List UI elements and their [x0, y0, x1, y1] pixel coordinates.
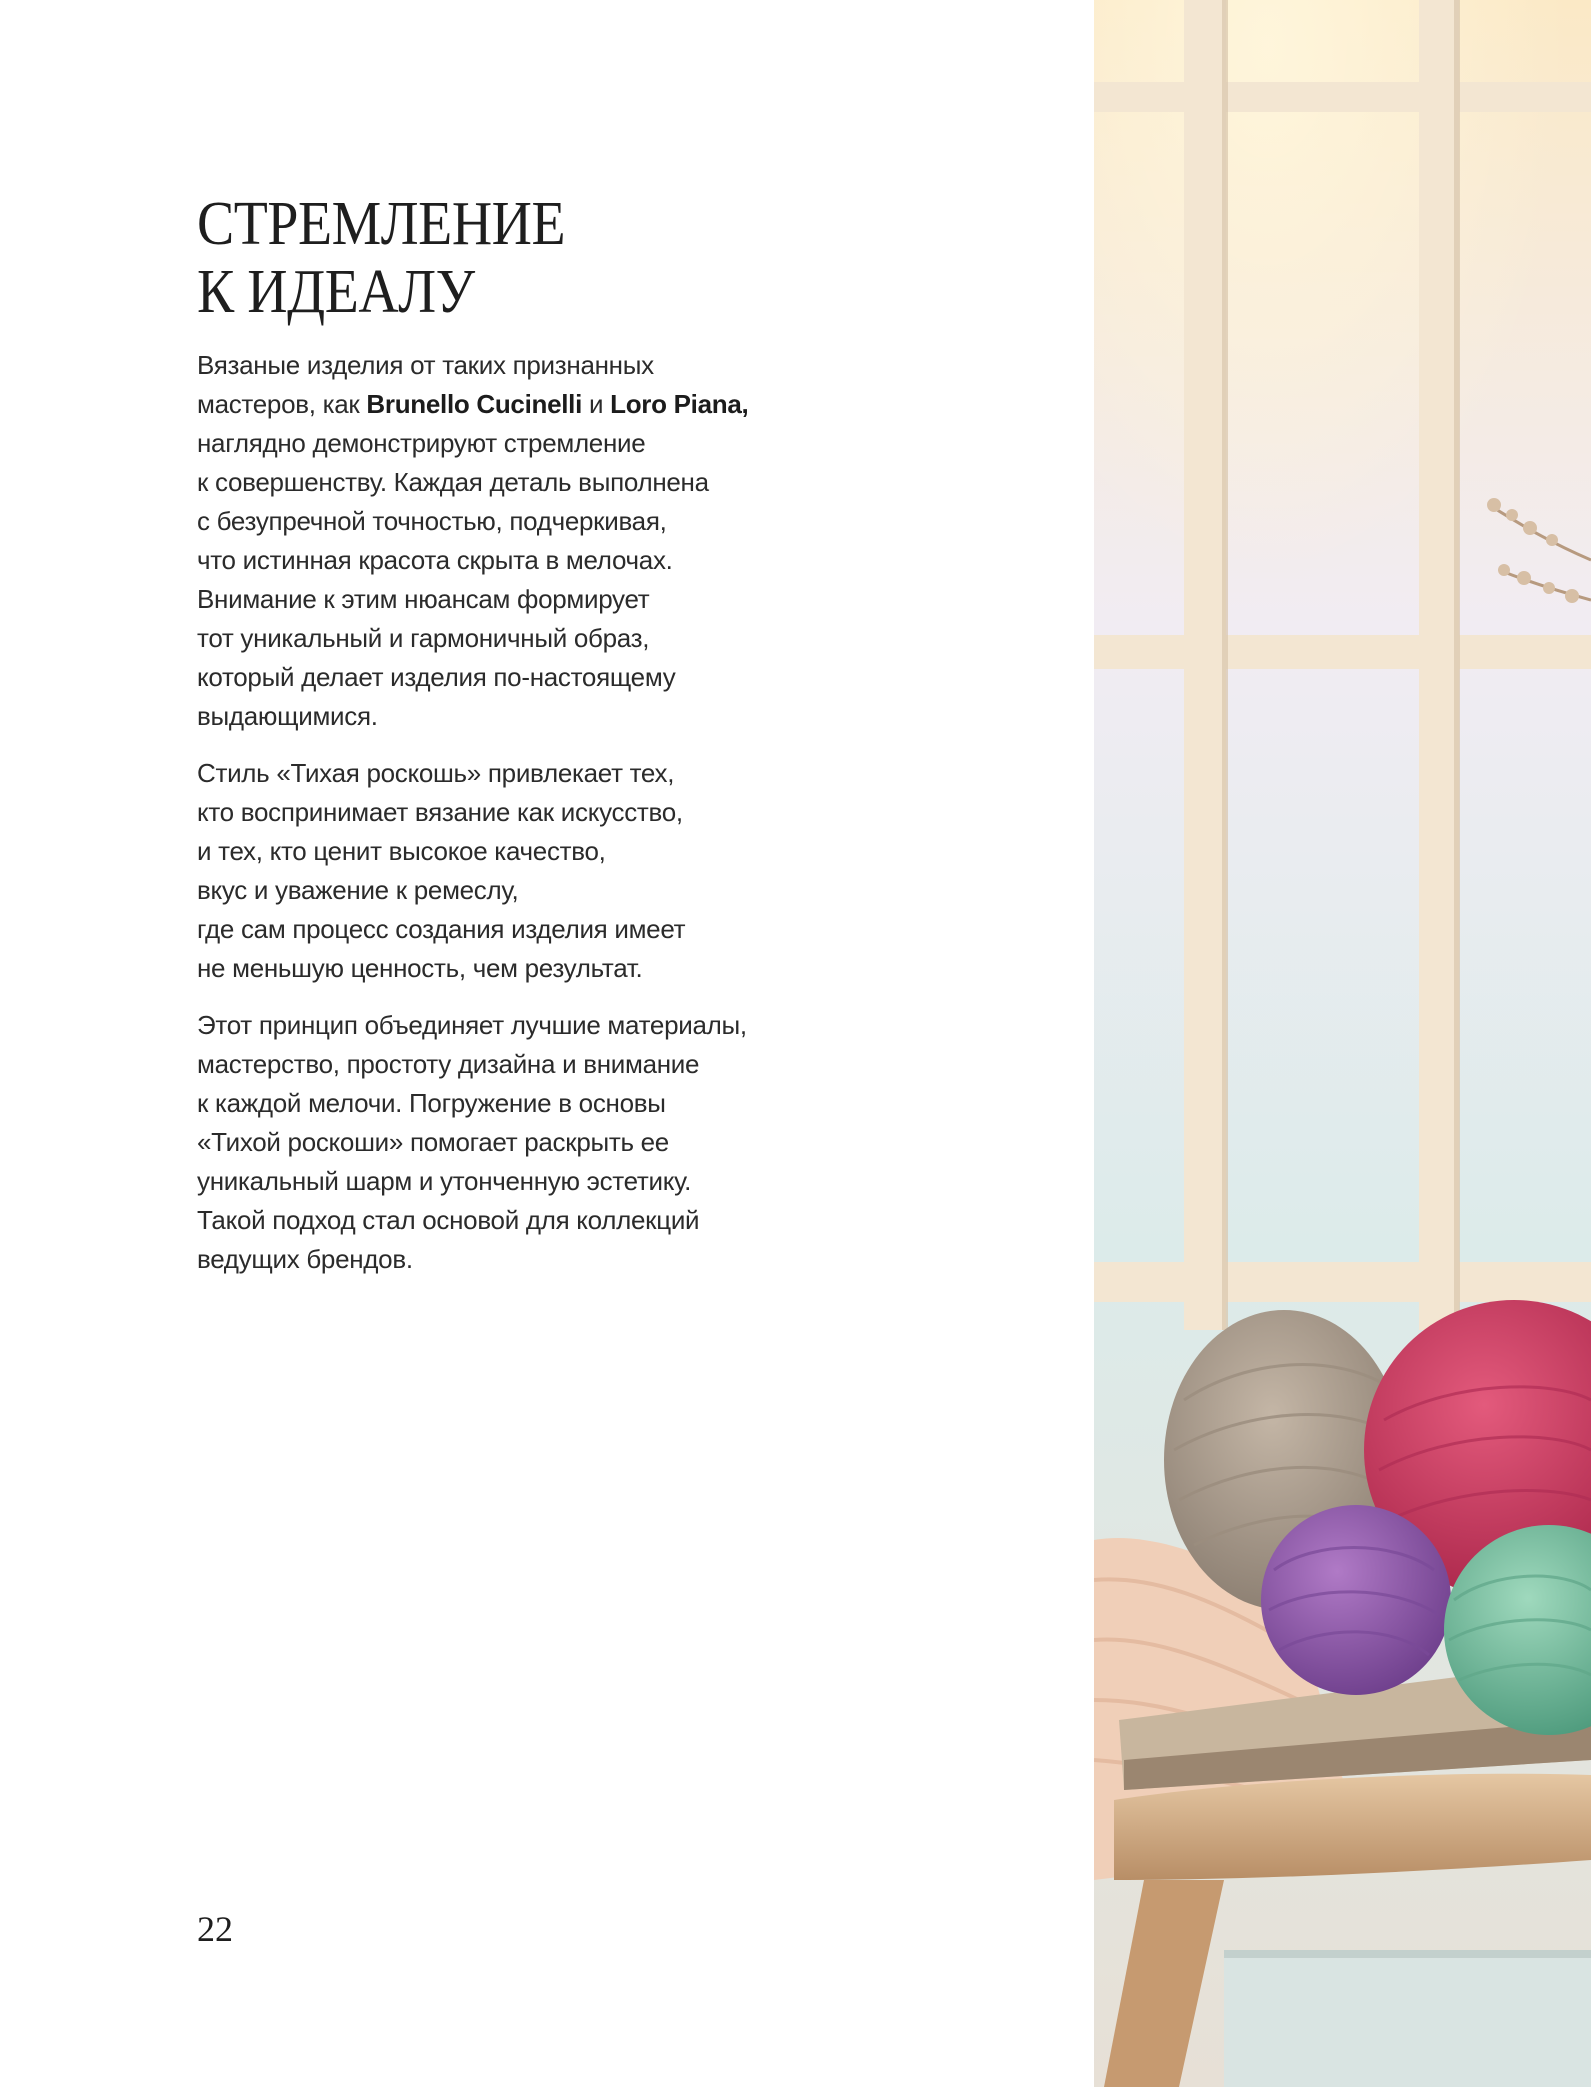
floor	[1224, 1950, 1591, 2087]
page-number: 22	[197, 1909, 233, 1949]
paragraph-line: что истинная красота скрыта в мелочах.	[197, 545, 673, 575]
text-fragment: мастеров, как	[197, 389, 367, 419]
paragraph-2	[197, 754, 827, 988]
text-column	[197, 190, 827, 1297]
paragraph-line: который делает изделия по-настоящему	[197, 662, 676, 692]
paragraph-line: вкус и уважение к ремеслу,	[197, 875, 519, 905]
paragraph-line: с безупречной точностью, подчеркивая,	[197, 506, 667, 536]
text-fragment: и	[582, 389, 611, 419]
paragraph-line: выдающимися.	[197, 701, 378, 731]
paragraph-line: кто воспринимает вязание как искусство,	[197, 797, 683, 827]
paragraph-line: мастерство, простоту дизайна и внимание	[197, 1049, 700, 1079]
paragraph-line: где сам процесс создания изделия имеет	[197, 914, 686, 944]
brand-name-brunello-cucinelli: Brunello Cucinelli	[366, 389, 583, 419]
window-sill-edge	[1224, 1950, 1591, 1958]
paragraph-1	[197, 346, 827, 736]
paragraph-line: ведущих брендов.	[197, 1244, 413, 1274]
paragraph-line: наглядно демонстрируют стремление	[197, 428, 646, 458]
page-title-line-2: К ИДЕАЛУ	[197, 258, 475, 326]
paragraph-line: к каждой мелочи. Погружение в основы	[197, 1088, 666, 1118]
paragraph-3	[197, 1006, 827, 1279]
paragraph-line: Вязаные изделия от таких признанных	[197, 350, 654, 380]
brand-name-loro-piana: Loro Piana,	[610, 389, 749, 419]
paragraph-line: тот уникальный и гармоничный образ,	[197, 623, 650, 653]
photo-illustration	[1094, 0, 1591, 2087]
paragraph-line: Стиль «Тихая роскошь» привлекает тех,	[197, 758, 675, 788]
paragraph-line: не меньшую ценность, чем результат.	[197, 953, 643, 983]
paragraph-line: и тех, кто ценит высокое качество,	[197, 836, 606, 866]
sunlight-glow	[1094, 0, 1591, 900]
paragraph-line: Внимание к этим нюансам формирует	[197, 584, 650, 614]
yarn-window-photo	[1094, 0, 1591, 2087]
page-title	[197, 190, 764, 326]
page-title-line-1: СТРЕМЛЕНИЕ	[197, 190, 566, 258]
paragraph-line: «Тихой роскоши» помогает раскрыть ее	[197, 1127, 669, 1157]
paragraph-line: уникальный шарм и утонченную эстетику.	[197, 1166, 692, 1196]
paragraph-line: Этот принцип объединяет лучшие материалы,	[197, 1010, 747, 1040]
paragraph-line-brands	[197, 385, 827, 424]
paragraph-line: к совершенству. Каждая деталь выполнена	[197, 467, 709, 497]
paragraph-line: Такой подход стал основой для коллекций	[197, 1205, 700, 1235]
